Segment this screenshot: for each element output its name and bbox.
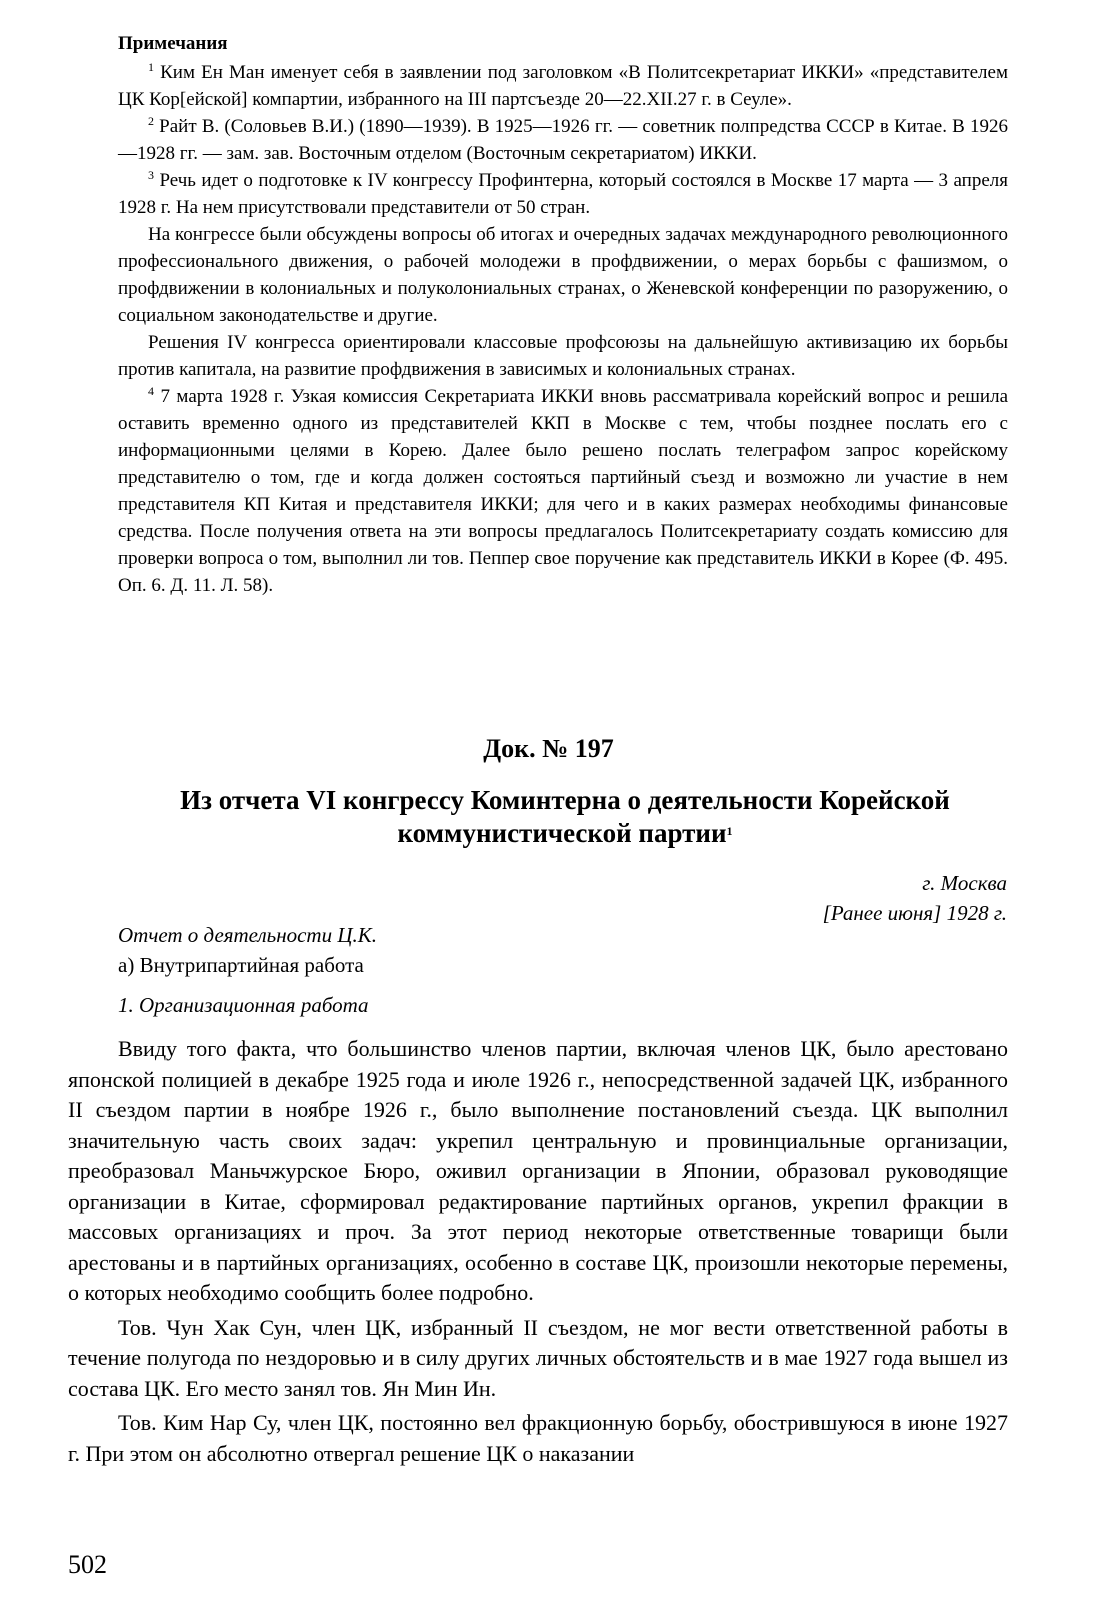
document-date: [Ранее июня] 1928 г. <box>822 901 1007 925</box>
document-title-text: Из отчета VI конгрессу Коминтерна о деятельности Корейской коммунистической партии <box>180 785 950 848</box>
report-heading: Отчет о деятельности Ц.К. <box>118 923 377 947</box>
document-title-footnote-mark: 1 <box>726 824 733 838</box>
note-4 <box>118 383 1008 599</box>
page-number: 502 <box>68 1550 107 1579</box>
body-paragraph-3: Тов. Ким Нар Су, член ЦК, постоянно вел фракционную борьбу, обострившуюся в июне 1927 г. При этом он абсолютно отвергал решение ЦК о наказании <box>68 1410 1008 1466</box>
document-place: г. Москва <box>922 871 1007 895</box>
body-paragraph-2: Тов. Чун Хак Сун, член ЦК, избранный II съездом, не мог вести ответственной работы в течение полугода по нездоровью и в силу других личных обстоятельств и в мае 1927 года вышел из состава ЦК. Его место занял тов. Ян Мин Ин. <box>68 1314 1008 1401</box>
place-and-date <box>823 868 1007 928</box>
note-4-text: 7 марта 1928 г. Узкая комиссия Секретариата ИККИ вновь рассматривала корейский вопрос и решила оставить временно одного из представителей ККП в Москве с тем, чтобы позднее послать его с информационными целями в Корею. Далее было решено послать телеграфом запрос корейскому представителю о том, где и когда должен состояться партийный съезд и возможно ли участие в нем представителя КП Китая и представителя ИККИ; для чего и в каких размерах необходимы финансовые средства. После получения ответа на эти вопросы предлагалось Политсекретариату создать комиссию для проверки вопроса о том, выполнил ли тов. Пеппер свое поручение как представитель ИККИ в Корее (Ф. 495. Оп. 6. Д. 11. Л. 58). <box>118 386 1009 596</box>
document-body <box>68 1034 1008 1473</box>
note-2-text: Райт В. (Соловьев В.И.) (1890—1939). В 1925—1926 гг. — советник полпредства СССР в Китае. В 1926—1928 гг. — зам. зав. Восточным отделом (Восточным секретариатом) ИККИ. <box>118 116 1009 164</box>
note-1-number: 1 <box>148 60 154 74</box>
note-3-number: 3 <box>148 168 154 182</box>
body-paragraph-1: Ввиду того факта, что большинство членов партии, включая членов ЦК, было арестовано японской полицией в декабре 1925 года и июле 1926 г., непосредственной задачей ЦК, избранного II съездом партии в ноябре 1926 г., было выполнение постановлений съезда. ЦК выполнил значительную часть своих задач: укрепил центральную и провинциальные организации, преобразовал Маньчжурское Бюро, оживил организации в Японии, образовал руководящие организации в Китае, сформировал редактирование партийных органов, укрепил фракции в массовых организациях и проч. За этот период некоторые ответственные товарищи были арестованы и в партийных организациях, особенно в составе ЦК, произошли некоторые перемены, о которых необходимо сообщить более подробно. <box>68 1036 1008 1305</box>
note-3-paragraph-3: Решения IV конгресса ориентировали классовые профсоюзы на дальнейшую активизацию их борьбы против капитала, на развитие профдвижения в зависимых и колониальных странах. <box>118 332 1008 380</box>
subsection-heading: 1. Организационная работа <box>118 993 369 1017</box>
section-heading: а) Внутрипартийная работа <box>118 953 364 977</box>
notes-title: Примечания <box>118 33 228 54</box>
note-1 <box>118 59 1008 113</box>
document-title <box>100 784 1030 850</box>
note-4-number: 4 <box>148 384 154 398</box>
notes-section <box>118 30 1008 599</box>
note-2-number: 2 <box>148 114 154 128</box>
note-3 <box>118 167 1008 221</box>
note-3-text: Речь идет о подготовке к IV конгрессу Профинтерна, который состоялся в Москве 17 марта — 3 апреля 1928 г. На нем присутствовали представители от 50 стран. <box>118 170 1008 218</box>
note-3-paragraph-2: На конгрессе были обсуждены вопросы об итогах и очередных задачах международного революционного профессионального движения, о рабочей молодежи в профдвижении, о мерах борьбы с фашизмом, о профдвижении в колониальных и полуколониальных странах, о Женевской конференции по разоружению, о социальном законодательстве и другие. <box>118 224 1008 326</box>
note-1-text: Ким Ен Ман именует себя в заявлении под заголовком «В Политсекретариат ИККИ» «представителем ЦК Кор[ейской] компартии, избранного на III партсъезде 20—22.XII.27 г. в Сеуле». <box>118 62 1008 110</box>
document-number: Док. № 197 <box>483 734 614 763</box>
note-2 <box>118 113 1008 167</box>
